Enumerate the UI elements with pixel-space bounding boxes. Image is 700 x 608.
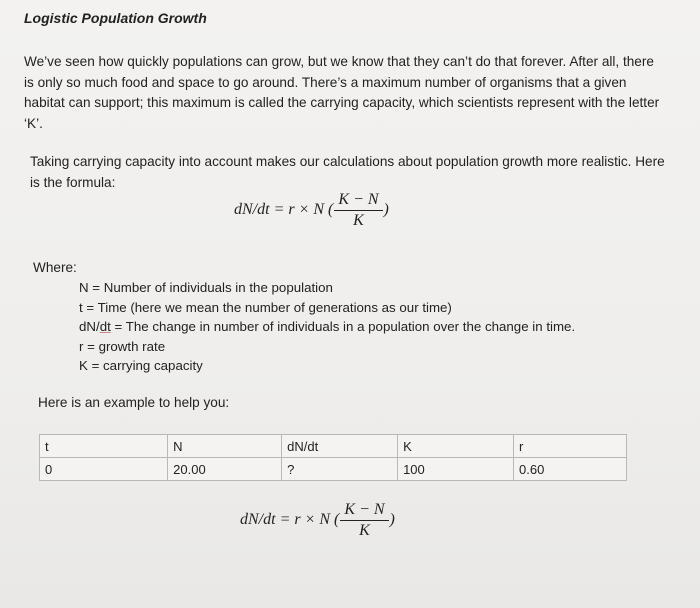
- definition-dndt: [79, 317, 575, 337]
- table-header-cell: K: [398, 435, 514, 458]
- table-cell: 20.00: [168, 458, 282, 481]
- carrying-capacity-paragraph: Taking carrying capacity into account makes our calculations about population growth more realistic. Here is the formula:: [30, 154, 665, 190]
- formula-denominator: K: [359, 522, 370, 539]
- example-label: Here is an example to help you:: [38, 395, 230, 410]
- where-label: Where:: [33, 260, 77, 275]
- table-cell: 100: [398, 458, 514, 481]
- definition-dndt-text: = The change in number of individuals in a population over the change in time.: [114, 319, 576, 334]
- formula-numerator: K − N: [334, 190, 382, 211]
- table-header-row: [40, 435, 627, 458]
- formula-close: ): [383, 201, 389, 219]
- formula-denominator: K: [353, 212, 364, 229]
- table-row: [40, 458, 627, 481]
- formula-fraction: [340, 500, 388, 541]
- table-cell: 0.60: [514, 458, 627, 481]
- page-title: Logistic Population Growth: [24, 10, 207, 26]
- definitions-list: [79, 278, 575, 376]
- table-cell: ?: [282, 458, 398, 481]
- table-header-cell: dN/dt: [282, 435, 398, 458]
- definition-r: r = growth rate: [79, 338, 166, 354]
- intro-paragraph: We’ve seen how quickly populations can grow, but we know that they can’t do that forever. After all, there is only so much food and space to go around. There’s a maximum number of organisms that a given habitat can support; this maximum is called the carrying capacity, which scientists represent with the letter ‘K’.: [24, 54, 660, 131]
- logistic-formula: [234, 190, 389, 231]
- dndt-underlined: dt: [99, 319, 111, 334]
- logistic-formula-repeat: [240, 500, 395, 541]
- formula-numerator: K − N: [340, 500, 388, 521]
- definition-n: N = Number of individuals in the population: [79, 280, 333, 295]
- formula-lhs: dN/dt = r × N (: [234, 201, 334, 219]
- definition-t: t = Time (here we mean the number of generations as our time): [79, 299, 452, 315]
- table-header-cell: N: [168, 435, 282, 458]
- definition-k: K = carrying capacity: [79, 358, 203, 373]
- table-cell: 0: [40, 458, 168, 481]
- table-header-cell: r: [514, 435, 627, 458]
- formula-lhs: dN/dt = r × N (: [240, 511, 340, 529]
- table-header-cell: t: [40, 435, 168, 458]
- example-table: [39, 434, 627, 481]
- dndt-prefix: dN/: [79, 319, 100, 334]
- formula-close: ): [389, 511, 395, 529]
- formula-fraction: [334, 190, 382, 231]
